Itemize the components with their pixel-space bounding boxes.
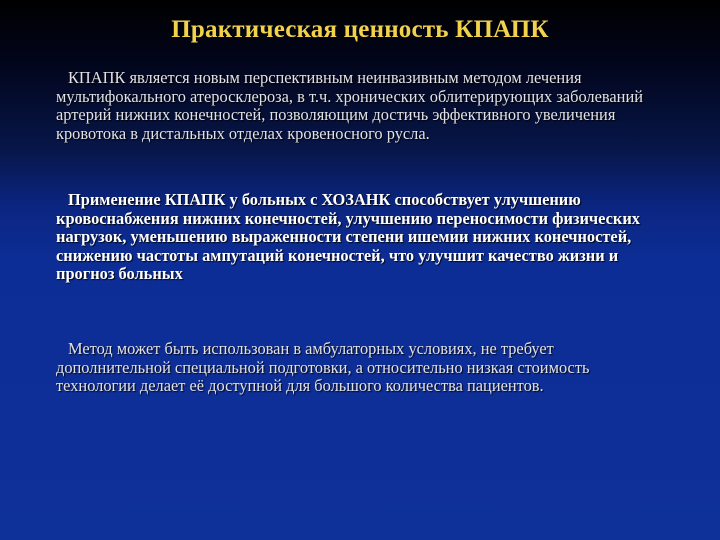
paragraph-1 — [56, 69, 666, 143]
paragraph-1-text: КПАПК является новым перспективным неинвазивным методом лечения мультифокального атеросклероза, в т.ч. хронических облитерирующих заболеваний артерий нижних конечностей, позволяющим достичь эффективного увеличения кровотока в дистальных отделах кровеносного русла. — [56, 68, 643, 143]
paragraph-3 — [56, 340, 666, 396]
paragraph-2 — [56, 191, 666, 284]
paragraph-2-text: Применение КПАПК у больных с ХОЗАНК способствует улучшению кровоснабжения нижних конечностей, улучшению переносимости физических нагрузок, уменьшению выраженности степени ишемии нижних конечностей, снижению частоты ампутаций конечностей, что улучшит качество жизни и прогноз больных — [56, 190, 641, 284]
slide-title: Практическая ценность КПАПК — [171, 16, 549, 43]
paragraph-3-text: Метод может быть использован в амбулаторных условиях, не требует дополнительной специальной подготовки, а относительно низкая стоимость технологии делает её доступной для большого количества пациентов. — [56, 339, 590, 396]
